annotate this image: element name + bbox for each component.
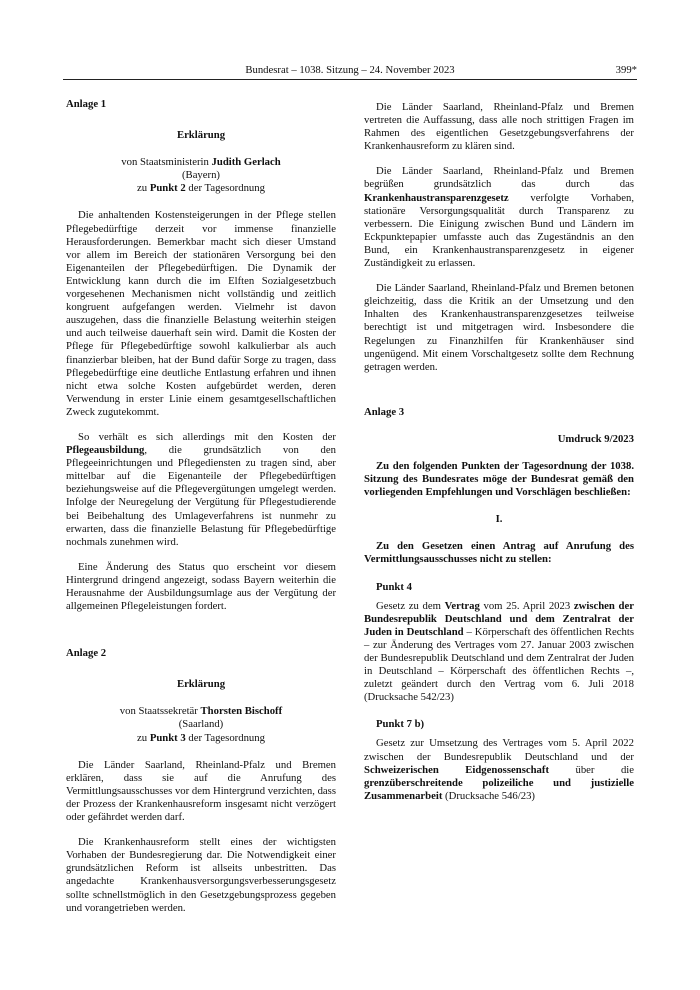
speaker-name: Thorsten Bischoff <box>200 705 283 718</box>
anlage-2-paragraph-5: Die Länder Saarland, Rheinland-Pfalz und Bremen betonen gleichzeitig, dass die Kritik an der Umsetzung und den Inhalten des Krankenhaustransparenzgesetzes teilweise berechtigt ist und mitgetragen wird. Insbesondere die Regelungen zu Finanzhilfen für Krankenhäuser sind ungenügend. Mit einem Vorschaltgesetz sollte dem Rechnung getragen werden. <box>364 282 634 373</box>
running-title: Bundesrat – 1038. Sitzung – 24. November 2023 <box>245 64 455 76</box>
anlage-1-agenda-item: zu Punkt 2 der Tagesordnung <box>137 182 265 195</box>
page-number: 399* <box>615 64 637 76</box>
anlage-2-agenda-item: zu Punkt 3 der Tagesordnung <box>137 731 265 744</box>
anlage-2-label: Anlage 2 <box>66 647 107 660</box>
anlage-2-title: Erklärung <box>176 678 226 691</box>
punkt-4-text: Gesetz zu dem Vertrag vom 25. April 2023 zwischen der Bundesrepublik Deutschland und dem Zentralrat der Juden in Deutschland – Körperschaft des öffentlichen Rechts – zur Änderung des Vertrages vom 27. Januar 2003 zwischen der Bundesrepublik Deutschland und dem Zentralrat der Juden in Deutschland – Körperschaft des öffentlichen Rechts –, zuletzt geändert durch den Vertrag vom 6. Juli 2018 (Drucksache 542/23) <box>364 599 634 704</box>
anlage-2-paragraph-1: Die Länder Saarland, Rheinland-Pfalz und Bremen erklären, dass sie auf die Anrufung des Vermittlungsausschusses vor dem Hintergrund verzichten, dass der Prozess der Krankenhausreform insgesamt nicht verzögert oder gefährdet werden darf. <box>66 758 336 824</box>
punkt-4-label: Punkt 4 <box>376 580 412 593</box>
section-heading: Zu den Gesetzen einen Antrag auf Anrufung des Vermittlungsausschusses nicht zu stellen: <box>364 540 634 566</box>
anlage-1-paragraph-3: Eine Änderung des Status quo erscheint vor diesem Hintergrund dringend angezeigt, sodass Bayern weiterhin die Herausnahme der Ausbildungsumlage aus der Vergütung der allgemeinen Pflegeleistungen fordert. <box>66 560 336 613</box>
page-header <box>63 62 637 80</box>
anlage-1-title: Erklärung <box>176 129 226 142</box>
anlage-2-state: (Saarland) <box>178 718 224 731</box>
anlage-2-paragraph-3: Die Länder Saarland, Rheinland-Pfalz und Bremen vertreten die Auffassung, dass alle noch strittigen Fragen im Rahmen des eigentlichen Gesetzgebungsverfahrens der Krankenhausreform zu klären sind. <box>364 101 634 153</box>
anlage-1-paragraph-2: So verhält es sich allerdings mit den Kosten der Pflegeausbildung, die grundsätzlich von den Pflegeeinrichtungen und Pflegediensten zu tragen sind, aber mittelbar auf die Eigenanteile der Pflegebedürftigen beziehungsweise auf die Pflegevergütungen umgelegt werden. Infolge der Neuregelung der Vergütung für Pflegestudierende bei Beibehaltung des Umlageverfahrens ist nunmehr zu erwarten, dass die finanzielle Belastung für Pflegebedürftige nochmals zunehmen wird. <box>66 430 336 548</box>
anlage-2-paragraph-4: Die Länder Saarland, Rheinland-Pfalz und Bremen begrüßen grundsätzlich das durch das Krankenhaustransparenzgesetz verfolgte Vorhaben, stationäre Versorgungsqualität durch Transparenz zu verbessern. Die Einigung zwischen Bund und Ländern im Eckpunktepapier umfasste auch das Zugeständnis an den Bund, ein Krankenhaustransparenzgesetz in eigener Zuständigkeit zu erlassen. <box>364 165 634 270</box>
umdruck-number: Umdruck 9/2023 <box>557 432 634 445</box>
anlage-3-label: Anlage 3 <box>364 405 405 418</box>
anlage-3-intro: Zu den folgenden Punkten der Tagesordnung der 1038. Sitzung des Bundesrates möge der Bundesrat gemäß den vorliegenden Empfehlungen und Vorschlägen beschließen: <box>364 459 634 499</box>
anlage-1-byline: von Staatsministerin Judith Gerlach <box>121 156 281 169</box>
punkt-7b-label: Punkt 7 b) <box>376 718 425 731</box>
anlage-1-state: (Bayern) <box>182 169 220 182</box>
anlage-1-paragraph-1: Die anhaltenden Kostensteigerungen in der Pflege stellen Pflegebedürftige derzeit vor immense finanzielle Herausforderungen. Bemerkbar macht sich dieser Umstand vor allem im Bereich der stationären Versorgung bei den Eigenanteilen der Pflegebedürftigen. Die Dynamik der Entwicklung kann durch die im Elften Sozialgesetzbuch vorgesehenen Mechanismen nicht vollständig und zeitlich kongruent aufgefangen werden. Vielmehr ist davon auszugehen, dass die finanzielle Belastung weiterhin steigen und auch teilweise dauerhaft sein wird. Damit die Kosten der Pflege für Pflegebedürftige sowohl kalkulierbar als auch finanzierbar bleiben, hat der Bund dafür Sorge zu tragen, dass Pflegebedürftige eine deutliche Entlastung erfahren und ihnen nicht etwa solche Kosten aufgebürdet werden, deren Verwendung in erster Linie einem gesamtgesellschaftlichen Zweck zugutekommt. <box>66 209 336 418</box>
speaker-name: Judith Gerlach <box>211 156 281 169</box>
section-roman-numeral: I. <box>495 513 503 526</box>
left-column <box>66 98 336 915</box>
punkt-7b-text: Gesetz zur Umsetzung des Vertrages vom 5. April 2022 zwischen der Bundesrepublik Deutschland und der Schweizerischen Eidgenossenschaft über die grenzüberschreitende polizeiliche und justizielle Zusammenarbeit (Drucksache 546/23) <box>364 737 635 802</box>
anlage-2-byline: von Staatssekretär Thorsten Bischoff <box>119 705 283 718</box>
anlage-1-label: Anlage 1 <box>66 98 107 110</box>
anlage-2-paragraph-2: Die Krankenhausreform stellt eines der wichtigsten Vorhaben der Bundesregierung dar. Die Notwendigkeit einer grundsätzlichen Reform ist allseits unbestritten. Das angedachte Krankenhausversorgungsverbesserungsgesetz sollte schnellstmöglich in den Gesetzgebungsprozess gegeben und vorangetrieben werden. <box>66 836 336 914</box>
right-column <box>364 101 634 803</box>
